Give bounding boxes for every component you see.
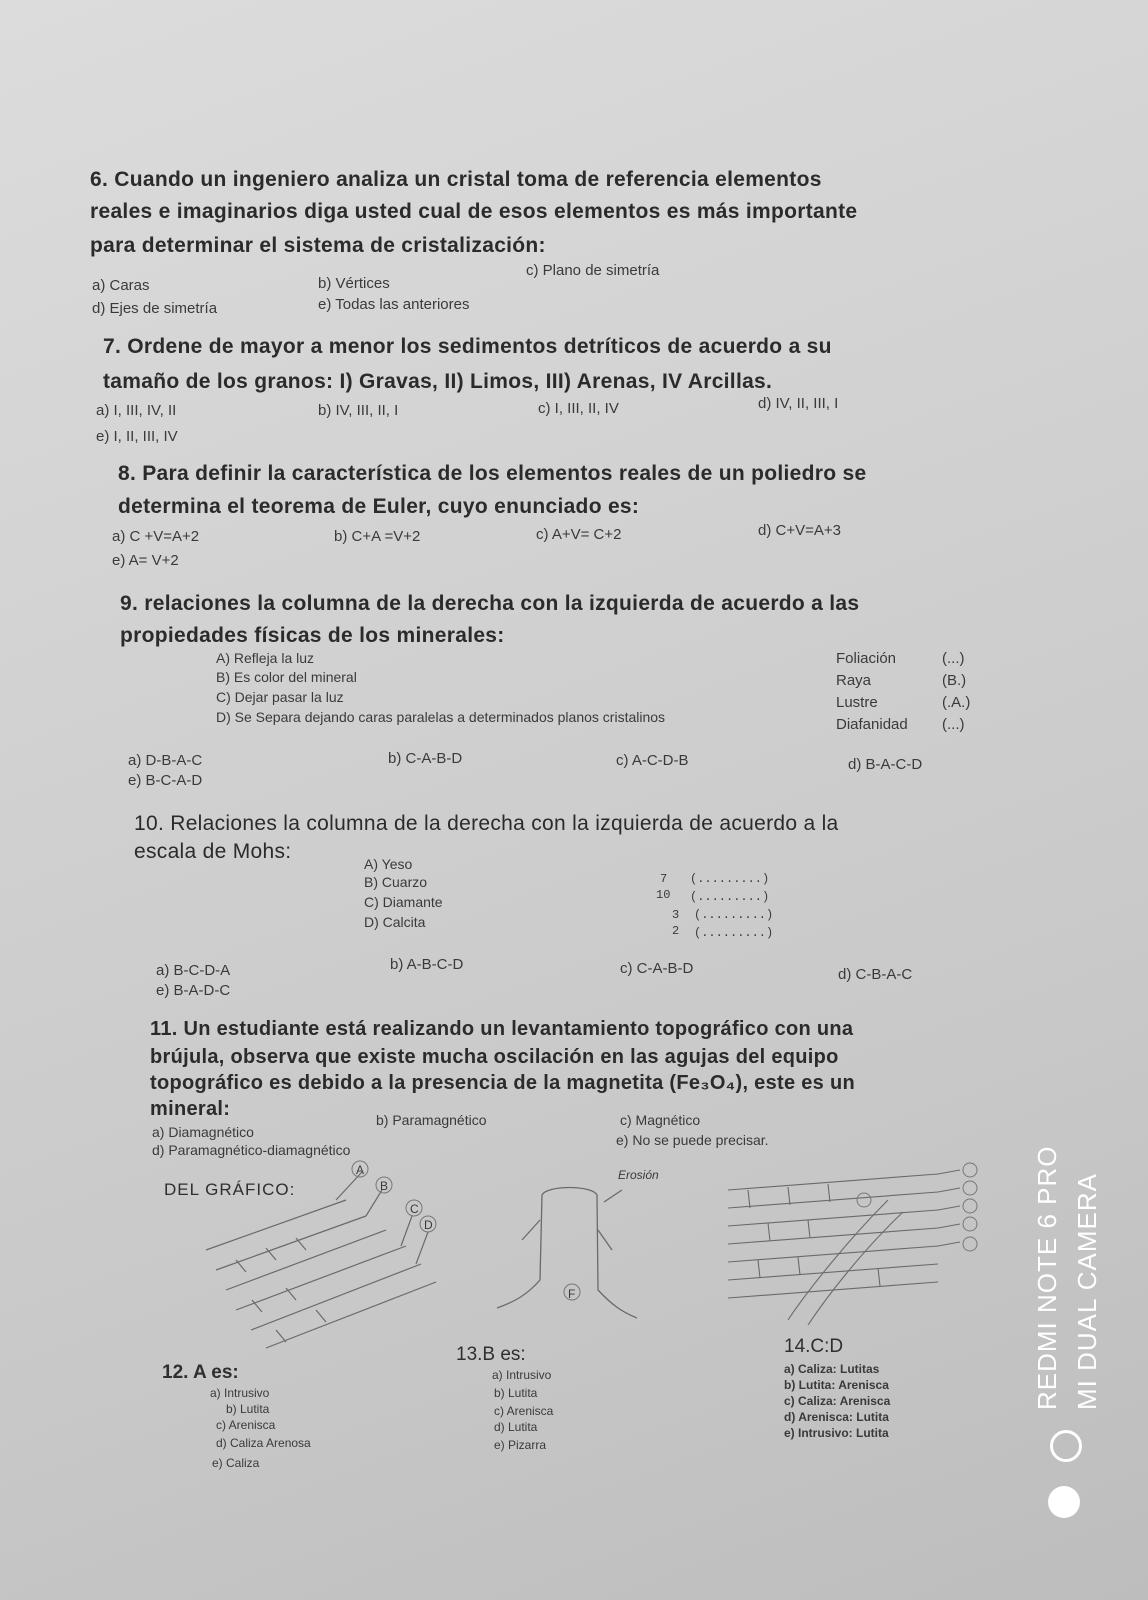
watermark-line-1: REDMI NOTE 6 PRO bbox=[1032, 1145, 1062, 1410]
q6-line-1: 6. Cuando un ingeniero analiza un cristal toma de referencia elementos bbox=[90, 168, 822, 191]
q12-option-e: e) Caliza bbox=[212, 1456, 260, 1470]
q7-option-b: b) IV, III, II, I bbox=[318, 402, 399, 419]
q14-option-e: e) Intrusivo: Lutita bbox=[784, 1426, 889, 1440]
q14-option-a: a) Caliza: Lutitas bbox=[784, 1362, 880, 1376]
q6-line-2: reales e imaginarios diga usted cual de esos elementos es más importante bbox=[90, 200, 858, 223]
watermark-dot-icon bbox=[1048, 1486, 1080, 1518]
graph-label-b: B bbox=[380, 1179, 389, 1193]
q9-option-a: a) D-B-A-C bbox=[128, 752, 203, 769]
q7-line-2: tamaño de los granos: I) Gravas, II) Limos, III) Arenas, IV Arcillas. bbox=[103, 370, 773, 393]
q9-option-d: d) B-A-C-D bbox=[848, 756, 923, 773]
q9-left-b: B) Es color del mineral bbox=[216, 669, 357, 685]
q10-left-a: A) Yeso bbox=[364, 856, 413, 872]
q8-option-a: a) C +V=A+2 bbox=[112, 528, 200, 545]
q13-option-b: b) Lutita bbox=[494, 1386, 538, 1400]
q10-option-a: a) B-C-D-A bbox=[156, 962, 231, 979]
q8-option-c: c) A+V= C+2 bbox=[536, 526, 622, 543]
q9-left-c: C) Dejar pasar la luz bbox=[216, 689, 344, 705]
q10-option-e: e) B-A-D-C bbox=[156, 982, 231, 999]
q13-option-c: c) Arenisca bbox=[494, 1404, 554, 1418]
q10-option-c: c) C-A-B-D bbox=[620, 960, 694, 977]
q11-option-d: d) Paramagnético-diamagnético bbox=[152, 1142, 351, 1158]
q9-left-d: D) Se Separa dejando caras paralelas a determinados planos cristalinos bbox=[216, 709, 666, 725]
q6-option-c: c) Plano de simetría bbox=[526, 262, 660, 279]
q8-line-2: determina el teorema de Euler, cuyo enunciado es: bbox=[118, 495, 640, 518]
graph-label-f: F bbox=[568, 1287, 576, 1301]
q13-option-e: e) Pizarra bbox=[494, 1438, 547, 1452]
graph-heading: DEL GRÁFICO: bbox=[164, 1180, 296, 1199]
q12-option-d: d) Caliza Arenosa bbox=[216, 1436, 311, 1450]
q10-blank-3[interactable]: (.........) bbox=[694, 908, 774, 922]
q10-number-3: 3 bbox=[672, 908, 680, 922]
q10-left-d: D) Calcita bbox=[364, 914, 426, 930]
q7-option-a: a) I, III, IV, II bbox=[96, 402, 177, 419]
q11-line-2: brújula, observa que existe mucha oscilación en las agujas del equipo bbox=[150, 1046, 839, 1068]
q12-option-c: c) Arenisca bbox=[216, 1418, 276, 1432]
q9-right-2: Raya bbox=[836, 672, 872, 689]
q9-option-c: c) A-C-D-B bbox=[616, 752, 689, 769]
q12-option-a: a) Intrusivo bbox=[210, 1386, 270, 1400]
q6-option-e: e) Todas las anteriores bbox=[318, 296, 470, 313]
q9-blank-2[interactable]: (B.) bbox=[942, 672, 967, 689]
q10-number-4: 2 bbox=[672, 924, 680, 938]
graph-erosion-label: Erosión bbox=[618, 1168, 659, 1182]
q10-option-d: d) C-B-A-C bbox=[838, 966, 913, 983]
graph-label-a: A bbox=[356, 1163, 365, 1177]
q7-line-1: 7. Ordene de mayor a menor los sedimentos detríticos de acuerdo a su bbox=[103, 335, 832, 358]
q12-title: 12. A es: bbox=[162, 1362, 239, 1383]
q9-option-e: e) B-C-A-D bbox=[128, 772, 203, 789]
q9-right-3: Lustre bbox=[836, 694, 878, 711]
q11-option-c: c) Magnético bbox=[620, 1112, 701, 1128]
q11-line-1: 11. Un estudiante está realizando un levantamiento topográfico con una bbox=[150, 1018, 854, 1040]
q13-title: 13.B es: bbox=[456, 1344, 526, 1365]
q9-left-a: A) Refleja la luz bbox=[216, 650, 315, 666]
watermark-ring-icon bbox=[1050, 1430, 1082, 1462]
q14-option-b: b) Lutita: Arenisca bbox=[784, 1378, 889, 1392]
q13-option-d: d) Lutita bbox=[494, 1420, 538, 1434]
q14-option-c: c) Caliza: Arenisca bbox=[784, 1394, 891, 1408]
q11-line-4: mineral: bbox=[150, 1098, 231, 1120]
geology-sketch-intrusion bbox=[472, 1170, 672, 1340]
q10-blank-1[interactable]: (.........) bbox=[690, 872, 770, 886]
q11-option-a: a) Diamagnético bbox=[152, 1124, 254, 1140]
q10-blank-2[interactable]: (.........) bbox=[690, 890, 770, 904]
q9-right-4: Diafanidad bbox=[836, 716, 908, 733]
q9-blank-4[interactable]: (...) bbox=[942, 716, 965, 733]
q10-blank-4[interactable]: (.........) bbox=[694, 926, 774, 940]
q11-option-e: e) No se puede precisar. bbox=[616, 1132, 769, 1148]
q7-option-d: d) IV, II, III, I bbox=[758, 395, 839, 412]
graph-label-d: D bbox=[424, 1218, 433, 1232]
geology-sketch-left bbox=[196, 1160, 456, 1350]
q7-option-e: e) I, II, III, IV bbox=[96, 428, 178, 445]
geology-sketch-right bbox=[728, 1160, 988, 1340]
graph-label-c: C bbox=[410, 1202, 419, 1216]
q8-option-b: b) C+A =V+2 bbox=[334, 528, 421, 545]
watermark-line-2: MI DUAL CAMERA bbox=[1072, 1173, 1102, 1410]
q10-number-1: 7 bbox=[660, 872, 668, 886]
q10-line-1: 10. Relaciones la columna de la derecha con la izquierda de acuerdo a la bbox=[134, 812, 839, 835]
q10-number-2: 10 bbox=[656, 888, 671, 902]
q14-option-d: d) Arenisca: Lutita bbox=[784, 1410, 889, 1424]
q6-option-b: b) Vértices bbox=[318, 275, 390, 292]
q6-option-d: d) Ejes de simetría bbox=[92, 300, 218, 317]
q10-left-c: C) Diamante bbox=[364, 894, 443, 910]
q6-option-a: a) Caras bbox=[92, 277, 150, 294]
q9-line-2: propiedades físicas de los minerales: bbox=[120, 624, 505, 647]
q9-blank-3[interactable]: (.A.) bbox=[942, 694, 971, 711]
q11-option-b: b) Paramagnético bbox=[376, 1112, 487, 1128]
q8-option-d: d) C+V=A+3 bbox=[758, 522, 841, 539]
q9-line-1: 9. relaciones la columna de la derecha con la izquierda de acuerdo a las bbox=[120, 592, 860, 615]
q11-line-3: topográfico es debido a la presencia de la magnetita (Fe₃O₄), este es un bbox=[150, 1072, 855, 1094]
q7-option-c: c) I, III, II, IV bbox=[538, 400, 619, 417]
q9-right-1: Foliación bbox=[836, 650, 897, 667]
q10-line-2: escala de Mohs: bbox=[134, 840, 292, 863]
q8-line-1: 8. Para definir la característica de los elementos reales de un poliedro se bbox=[118, 462, 867, 485]
q14-title: 14.C:D bbox=[784, 1336, 844, 1357]
q8-option-e: e) A= V+2 bbox=[112, 552, 179, 569]
q9-blank-1[interactable]: (...) bbox=[942, 650, 965, 667]
q13-option-a: a) Intrusivo bbox=[492, 1368, 552, 1382]
q10-option-b: b) A-B-C-D bbox=[390, 956, 464, 973]
q6-line-3: para determinar el sistema de cristalización: bbox=[90, 234, 546, 257]
q9-option-b: b) C-A-B-D bbox=[388, 750, 463, 767]
q10-left-b: B) Cuarzo bbox=[364, 874, 428, 890]
q12-option-b: b) Lutita bbox=[226, 1402, 270, 1416]
